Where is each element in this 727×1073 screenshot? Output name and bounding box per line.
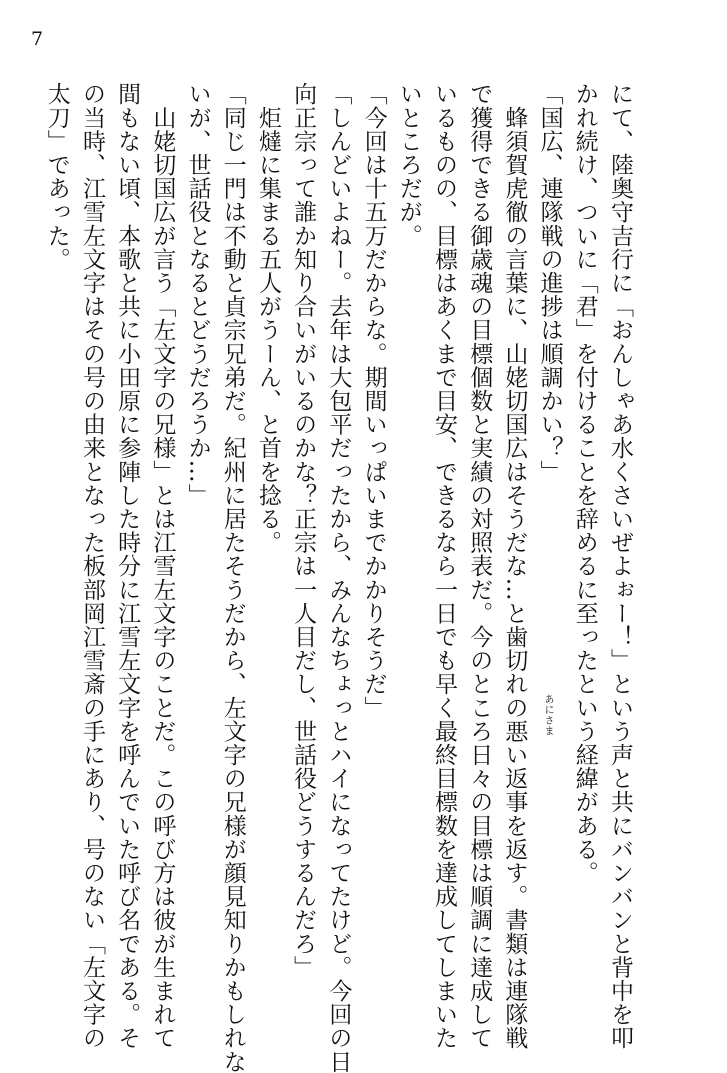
page-number: 7 [31, 28, 44, 50]
text-line: 「しんどいよねー。去年は大包平だったから、みんなちょっとハイになってたけど。今回の日 [325, 82, 352, 1073]
text-line: 「今回は十五万だからな。期間いっぱいまでかかりそうだ」 [360, 82, 387, 720]
text-line: 向正宗って誰か知り合いがいるのかな？正宗は一人目だし、世話役どうするんだろ」 [290, 82, 317, 979]
text-line: 蜂須賀虎徹の言葉に、山姥切国広はそうだな…と歯切れの悪い返事を返す。書類は連隊戦 [501, 82, 528, 1050]
text-line: いるものの、目標はあくまで目安、できるなら一日でも早く最終目標数を達成してしまいた [430, 82, 457, 1050]
text-line: 炬燵に集まる五人がうーん、と首を捻る。 [254, 82, 281, 554]
text-line: 山姥切国広が言う「左文字の兄様」とは江雪左文字のことだ。この呼び方は彼が生まれて [149, 82, 176, 1050]
text-line: いところだが。 [395, 82, 422, 248]
text-line: いが、世話役となるとどうだろうか…」 [184, 82, 211, 507]
text-line: 太刀」であった。 [43, 82, 70, 271]
text-line: の当時、江雪左文字はその号の由来となった板部岡江雪斎の手にあり、号のない「左文字の [78, 82, 105, 1050]
text-line: にて、陸奥守吉行に「おんしゃあ水くさいぜよぉー！」という声と共にバンバンと背中を叩 [607, 82, 633, 1050]
text-line: 間もない頃、本歌と共に小田原に参陣した時分に江雪左文字を呼んでいた呼び名である。そ [114, 82, 141, 1050]
text-line: 「国広、連隊戦の進捗は順調かい？」 [536, 82, 563, 484]
text-line: 「同じ一門は不動と貞宗兄弟だ。紀州に居たそうだから、左文字の兄様が顔見知りかもしれな [219, 82, 246, 1073]
text-line: かれ続け、ついに「君」を付けることを辞めるに至ったという経緯がある。 [571, 82, 598, 885]
body-text [39, 82, 637, 1073]
text-line: で獲得できる御歳魂の目標個数と実績の対照表だ。今のところ日々の目標は順調に達成して [466, 82, 493, 1050]
ruby-annotation: あにさま [542, 694, 553, 736]
